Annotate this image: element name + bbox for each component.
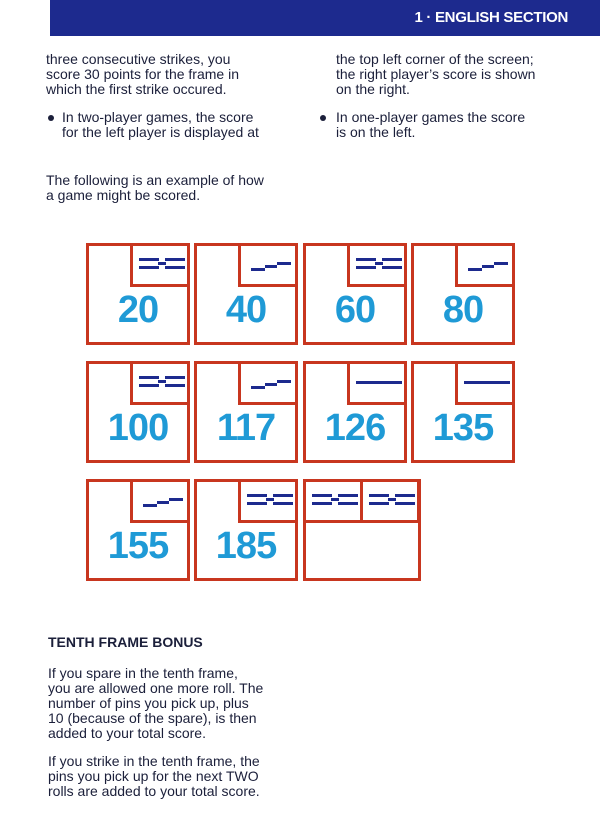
score-frame [303,361,407,463]
tenth-frame-para-2: If you strike in the tenth frame, the pins you pick up for the next TWO rolls are added to your total score. [48,753,260,799]
open-mark-icon [462,372,512,392]
tenth-frame-para-1: If you spare in the tenth frame, you are allowed one more roll. The number of pins you pick up, plus 10 (because of the spare), is then added to your total score. [48,665,264,741]
strike-mark-icon [354,254,404,274]
header-band [50,0,600,36]
bonus-mark-box [303,479,363,523]
ball-mark-box [238,479,298,523]
right-bullet-1: In one-player games the score is on the left. [336,109,526,140]
spare-mark-icon [245,254,295,274]
spare-mark-icon [462,254,512,274]
score-frame [86,361,190,463]
ball-mark-box [238,361,298,405]
strike-mark-icon [137,372,187,392]
ball-mark-box [455,243,515,287]
spare-mark-icon [245,372,295,392]
frame-score: 60 [334,289,376,331]
ball-mark-box [130,361,190,405]
bullet-dot [48,115,54,121]
ball-mark-box [455,361,515,405]
ball-mark-box [347,243,407,287]
frame-score: 155 [107,525,169,567]
strike-mark-icon [245,490,295,510]
score-frame [86,243,190,345]
frame-score: 100 [107,407,169,449]
score-frame [411,361,515,463]
strike-mark-icon [367,490,417,510]
left-bullet-1: In two-player games, the score for the left player is displayed at [62,109,259,140]
section-title: 1 · ENGLISH SECTION [414,9,568,26]
right-para-1: the top left corner of the screen; the right player’s score is shown on the right. [336,51,536,97]
ball-mark-box [238,243,298,287]
score-frame [194,479,298,581]
score-frame [194,361,298,463]
tenth-frame-heading: TENTH FRAME BONUS [48,634,203,650]
strike-mark-icon [310,490,360,510]
frame-score: 40 [225,289,267,331]
ball-mark-box [130,479,190,523]
frame-score: 20 [117,289,159,331]
frame-score: 135 [432,407,494,449]
left-para-1: three consecutive strikes, you score 30 points for the frame in which the first strike occured. [46,51,239,97]
left-para-2: The following is an example of how a game might be scored. [46,172,264,203]
bullet-dot [320,115,326,121]
frame-score: 80 [442,289,484,331]
frame-score: 185 [215,525,277,567]
spare-mark-icon [137,490,187,510]
strike-mark-icon [137,254,187,274]
tenth-bonus-frame [303,479,421,581]
score-frame [86,479,190,581]
score-frame [194,243,298,345]
ball-mark-box [130,243,190,287]
bonus-mark-box [360,479,420,523]
frame-score: 126 [324,407,386,449]
score-frame [411,243,515,345]
ball-mark-box [347,361,407,405]
score-frame [303,243,407,345]
frame-score: 117 [216,407,276,449]
open-mark-icon [354,372,404,392]
